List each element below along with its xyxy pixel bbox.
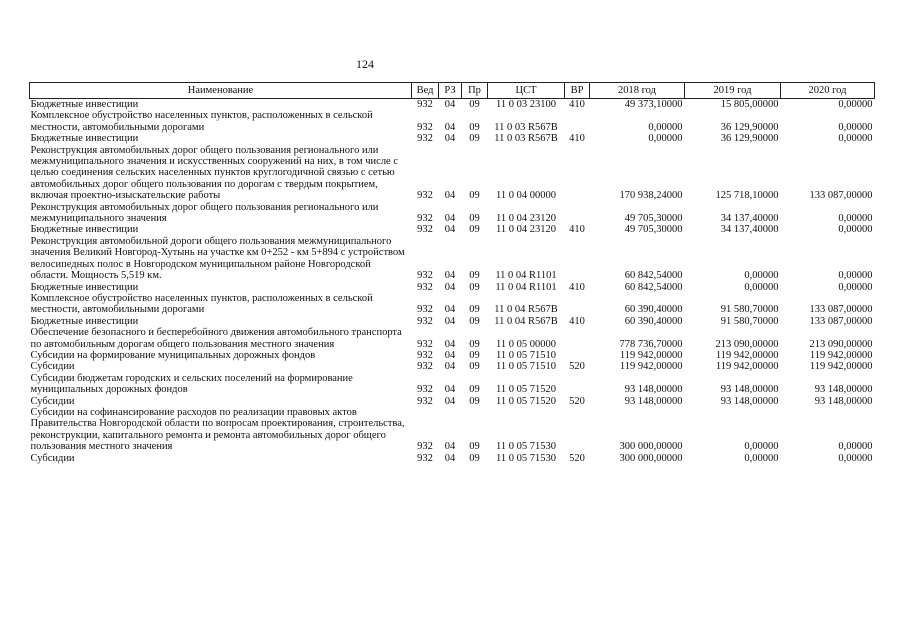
row-2019: 125 718,10000	[715, 190, 779, 202]
row-cst: 11 0 04 R567B	[494, 315, 558, 327]
row-vr	[565, 293, 590, 316]
row-vr: 520	[569, 452, 585, 464]
row-2020: 93 148,00000	[814, 395, 873, 407]
row-2018: 49 705,30000	[624, 224, 683, 236]
row-2020: 0,00000	[838, 281, 873, 293]
row-ved: 932	[417, 338, 433, 350]
row-pr: 09	[469, 304, 480, 316]
table-row	[30, 453, 875, 464]
table-row	[30, 361, 875, 372]
row-2018: 300 000,00000	[619, 452, 683, 464]
row-ved: 932	[417, 190, 433, 202]
row-rz: 04	[444, 384, 456, 396]
row-2019: 34 137,40000	[720, 224, 779, 236]
row-2020: 0,00000	[838, 224, 873, 236]
row-cst: 11 0 04 R1101	[495, 281, 557, 293]
row-ved: 932	[417, 349, 433, 361]
row-vr: 410	[569, 133, 585, 145]
row-ved: 932	[417, 213, 433, 225]
row-2018: 60 390,40000	[624, 315, 683, 327]
row-pr: 09	[469, 121, 480, 133]
row-2020: 119 942,00000	[809, 349, 873, 361]
row-2018: 119 942,00000	[619, 349, 683, 361]
row-pr: 09	[469, 315, 480, 327]
row-cst: 11 0 03 23100	[496, 99, 556, 110]
row-2020: 0,00000	[838, 213, 873, 225]
row-vr: 410	[569, 99, 585, 110]
row-2018: 93 148,00000	[624, 395, 683, 407]
table-row	[30, 99, 875, 111]
table-row	[30, 396, 875, 407]
table-row	[30, 293, 875, 316]
row-cst: 11 0 03 R567B	[494, 133, 558, 145]
col-rz-header: РЗ	[439, 83, 462, 99]
row-2018: 300 000,00000	[619, 441, 683, 453]
row-2020: 0,00000	[838, 270, 873, 282]
row-2018: 778 736,70000	[619, 338, 683, 350]
row-2020: 133 087,00000	[809, 304, 873, 316]
row-cst: 11 0 05 71520	[496, 395, 556, 407]
row-2019: 36 129,90000	[720, 121, 779, 133]
table-row	[30, 224, 875, 235]
row-name: Реконструкция автомобильных дорог общего пользования регионального или межмуниципального значения	[30, 201, 379, 225]
row-ved: 932	[417, 384, 433, 396]
row-pr: 09	[469, 213, 480, 225]
row-vr: 520	[569, 361, 585, 373]
col-2020-header: 2020 год	[781, 83, 875, 99]
budget-table	[29, 82, 875, 464]
row-vr	[565, 145, 590, 202]
row-2020: 0,00000	[838, 121, 873, 133]
row-2020: 119 942,00000	[809, 361, 873, 373]
table-row	[30, 373, 875, 396]
row-2019: 91 580,70000	[720, 315, 779, 327]
row-name: Бюджетные инвестиции	[30, 281, 139, 293]
row-cst: 11 0 05 71510	[496, 361, 556, 373]
row-pr: 09	[469, 281, 480, 293]
table-row	[30, 145, 875, 202]
table-header	[30, 83, 875, 99]
row-2019: 0,00000	[744, 452, 779, 464]
row-2019: 34 137,40000	[720, 213, 779, 225]
table-row	[30, 316, 875, 327]
row-rz: 04	[444, 213, 456, 225]
row-name: Бюджетные инвестиции	[30, 224, 139, 236]
col-2018-header: 2018 год	[590, 83, 685, 99]
row-cst: 11 0 03 R567B	[494, 121, 558, 133]
row-rz: 04	[444, 99, 456, 110]
row-pr: 09	[469, 99, 480, 110]
row-cst: 11 0 05 71530	[496, 452, 556, 464]
row-2019: 15 805,00000	[720, 99, 779, 110]
row-pr: 09	[469, 224, 480, 236]
row-pr: 09	[469, 361, 480, 373]
row-2018: 93 148,00000	[624, 384, 683, 396]
row-name: Обеспечение безопасного и бесперебойного движения автомобильного транспорта по автомобильным дорогам общего пользования местного значения	[30, 327, 402, 350]
row-vr	[565, 350, 590, 361]
row-2020: 93 148,00000	[814, 384, 873, 396]
row-ved: 932	[417, 281, 433, 293]
row-2019: 119 942,00000	[715, 361, 779, 373]
row-cst: 11 0 05 71530	[496, 441, 556, 453]
row-vr: 410	[569, 224, 585, 236]
row-rz: 04	[444, 441, 456, 453]
row-pr: 09	[469, 349, 480, 361]
row-vr	[565, 407, 590, 453]
row-vr	[565, 236, 590, 282]
table-row	[30, 236, 875, 282]
row-rz: 04	[444, 361, 456, 373]
row-2018: 170 938,24000	[619, 190, 683, 202]
row-2020: 133 087,00000	[809, 315, 873, 327]
row-rz: 04	[444, 395, 456, 407]
row-rz: 04	[444, 270, 456, 282]
row-name: Субсидии	[30, 452, 75, 464]
row-vr	[565, 373, 590, 396]
row-pr: 09	[469, 395, 480, 407]
row-pr: 09	[469, 190, 480, 202]
row-name: Субсидии	[30, 361, 75, 373]
row-cst: 11 0 05 00000	[496, 338, 556, 350]
row-ved: 932	[417, 361, 433, 373]
row-name: Бюджетные инвестиции	[30, 133, 139, 145]
row-cst: 11 0 04 23120	[496, 213, 556, 225]
row-name: Комплексное обустройство населенных пунктов, расположенных в сельской местности, автомобильными дорогами	[30, 292, 373, 316]
row-rz: 04	[444, 121, 456, 133]
row-rz: 04	[444, 315, 456, 327]
row-2019: 213 090,00000	[715, 338, 779, 350]
row-vr	[565, 202, 590, 225]
table-row	[30, 133, 875, 144]
row-2019: 93 148,00000	[720, 395, 779, 407]
row-2018: 119 942,00000	[619, 361, 683, 373]
row-2018: 60 390,40000	[624, 304, 683, 316]
row-name: Бюджетные инвестиции	[30, 315, 139, 327]
table-row	[30, 350, 875, 361]
row-ved: 932	[417, 452, 433, 464]
col-pr-header: Пр	[462, 83, 488, 99]
row-2018: 0,00000	[648, 133, 683, 145]
row-ved: 932	[417, 315, 433, 327]
row-vr	[565, 327, 590, 350]
row-name: Комплексное обустройство населенных пунктов, расположенных в сельской местности, автомобильными дорогами	[30, 110, 373, 133]
table-row	[30, 110, 875, 133]
row-pr: 09	[469, 133, 480, 145]
row-2019: 91 580,70000	[720, 304, 779, 316]
row-rz: 04	[444, 452, 456, 464]
row-pr: 09	[469, 338, 480, 350]
row-pr: 09	[469, 452, 480, 464]
row-rz: 04	[444, 349, 456, 361]
row-2018: 60 842,54000	[624, 270, 683, 282]
row-name: Субсидии на формирование муниципальных дорожных фондов	[30, 349, 316, 361]
row-pr: 09	[469, 441, 480, 453]
row-2018: 49 705,30000	[624, 213, 683, 225]
row-cst: 11 0 04 23120	[496, 224, 556, 236]
row-2020: 133 087,00000	[809, 190, 873, 202]
col-cst-header: ЦСТ	[488, 83, 565, 99]
row-rz: 04	[444, 133, 456, 145]
table-row	[30, 327, 875, 350]
row-vr: 410	[569, 315, 585, 327]
col-ved-header: Вед	[412, 83, 439, 99]
col-name-header: Наименование	[30, 83, 412, 99]
row-ved: 932	[417, 304, 433, 316]
row-pr: 09	[469, 270, 480, 282]
col-2019-header: 2019 год	[685, 83, 781, 99]
row-2019: 36 129,90000	[720, 133, 779, 145]
row-pr: 09	[469, 384, 480, 396]
row-2018: 0,00000	[648, 121, 683, 133]
row-2018: 49 373,10000	[624, 99, 683, 110]
row-2019: 119 942,00000	[715, 349, 779, 361]
table-row	[30, 407, 875, 453]
row-rz: 04	[444, 281, 456, 293]
col-vr-header: ВР	[565, 83, 590, 99]
row-2019: 0,00000	[744, 281, 779, 293]
table-row	[30, 282, 875, 293]
row-2020: 0,00000	[838, 452, 873, 464]
row-cst: 11 0 05 71520	[496, 384, 556, 396]
row-rz: 04	[444, 224, 456, 236]
table-row	[30, 202, 875, 225]
row-cst: 11 0 04 R1101	[495, 270, 557, 282]
row-name: Реконструкция автомобильных дорог общего пользования регионального или межмуниципального значения и искусственных сооружений на них, в том числе с целью соединения сельских населенных пунктов круглогодичной связью с сетью автомобильных дорог общего пользования по дорогам с твердым покрытием, включая проектно-изыскательские работы	[30, 144, 399, 202]
row-rz: 04	[444, 190, 456, 202]
row-2020: 0,00000	[838, 99, 873, 110]
row-name: Субсидии бюджетам городских и сельских поселений на формирование муниципальных дорожных фондов	[30, 372, 353, 396]
row-2020: 0,00000	[838, 441, 873, 453]
page-number: 124	[356, 57, 374, 71]
row-2019: 93 148,00000	[720, 384, 779, 396]
row-2018: 60 842,54000	[624, 281, 683, 293]
row-2019: 0,00000	[744, 441, 779, 453]
row-vr	[565, 110, 590, 133]
row-2020: 0,00000	[838, 133, 873, 145]
row-2020: 213 090,00000	[809, 338, 873, 350]
row-rz: 04	[444, 304, 456, 316]
row-2019: 0,00000	[744, 270, 779, 282]
row-ved: 932	[417, 121, 433, 133]
row-name: Реконструкция автомобильной дороги общего пользования межмуниципального значения Великий Новгород-Хутынь на участке км 0+252 - км 5+894 с устройством велосипедных полос в Новгородском муниципальном районе Новгородской области. Мощность 5,519 км.	[30, 235, 405, 282]
row-ved: 932	[417, 99, 433, 110]
row-ved: 932	[417, 224, 433, 236]
row-ved: 932	[417, 441, 433, 453]
row-cst: 11 0 04 R567B	[494, 304, 558, 316]
row-vr: 520	[569, 395, 585, 407]
row-rz: 04	[444, 338, 456, 350]
row-cst: 11 0 04 00000	[496, 190, 556, 202]
table-body	[30, 99, 875, 465]
row-name: Бюджетные инвестиции	[30, 99, 139, 110]
row-cst: 11 0 05 71510	[496, 349, 556, 361]
row-ved: 932	[417, 133, 433, 145]
row-ved: 932	[417, 270, 433, 282]
row-name: Субсидии	[30, 395, 75, 407]
row-ved: 932	[417, 395, 433, 407]
row-vr: 410	[569, 281, 585, 293]
row-name: Субсидии на софинансирование расходов по реализации правовых актов Правительства Новгородской области по вопросам проектирования, строительства, реконструкции, капитального ремонта и ремонта автомобильных дорог общего пользования местного значения	[30, 406, 405, 453]
